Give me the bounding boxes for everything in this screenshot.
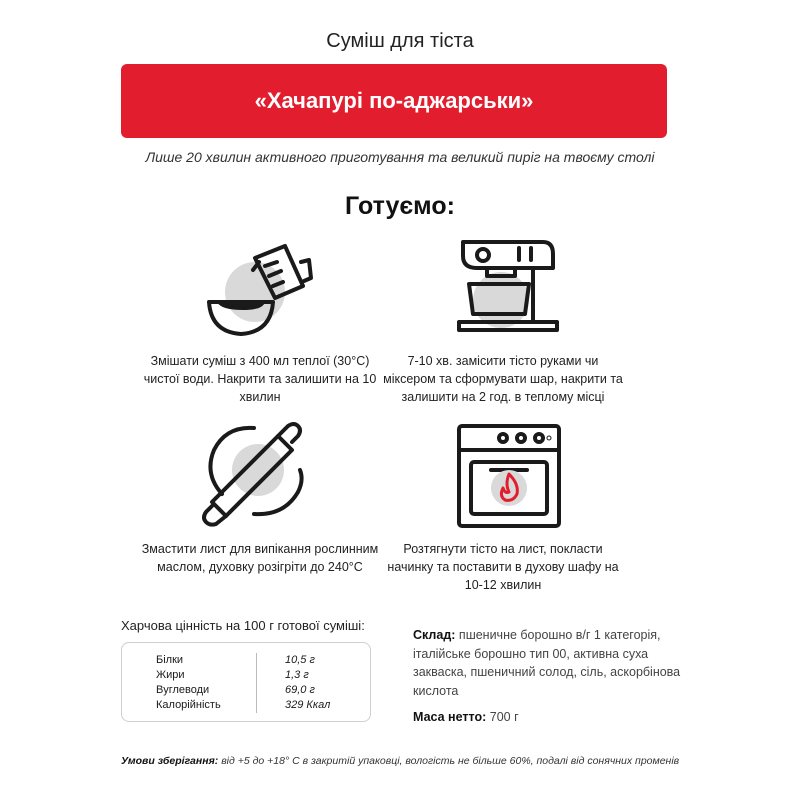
nutrition-name: Калорійність bbox=[156, 699, 221, 711]
product-subtitle: Суміш для тіста bbox=[326, 30, 474, 52]
step-4-text: Розтягнути тісто на лист, покласти начинку та поставити в духову шафу на 10-12 хвилин bbox=[387, 542, 619, 592]
nutrition-table bbox=[121, 642, 371, 722]
nutrition-value: 329 Ккал bbox=[256, 698, 346, 713]
oven-icon bbox=[455, 422, 565, 532]
measuring-jug-bowl-icon bbox=[203, 236, 313, 346]
storage-label: Умови зберігання: bbox=[121, 755, 219, 767]
nutrition-value: 1,3 г bbox=[256, 668, 346, 683]
nutrition-title: Харчова цінність на 100 г готової суміші: bbox=[121, 618, 365, 633]
cooking-heading: Готуємо: bbox=[345, 192, 455, 220]
composition-text: пшеничне борошно в/г 1 категорія, італійське борошно тип 00, активна суха закваска, пшеничний солод, сіль, аскорбінова кислота bbox=[413, 628, 681, 698]
nutrition-value: 69,0 г bbox=[256, 683, 346, 698]
storage-conditions bbox=[121, 755, 721, 767]
step-3-text: Змастити лист для випікання рослинним маслом, духовку розігріти до 240°C bbox=[141, 542, 379, 574]
nutrition-value: 10,5 г bbox=[256, 653, 346, 668]
step-2-text: 7-10 хв. замісити тісто руками чи міксером та сформувати шар, накрити та залишити на 2 год. в теплому місці bbox=[383, 354, 623, 404]
nutrition-row bbox=[122, 683, 370, 698]
nutrition-row bbox=[122, 653, 370, 668]
storage-text: від +5 до +18° С в закритій упаковці, вологість не більше 60%, подалі від сонячних променів bbox=[221, 755, 680, 767]
nutrition-row bbox=[122, 668, 370, 683]
nutrition-row bbox=[122, 698, 370, 713]
step-1-text: Змішати суміш з 400 мл теплої (30°C) чистої води. Накрити та залишити на 10 хвилин bbox=[143, 354, 377, 404]
tagline: Лише 20 хвилин активного приготування та великий пиріг на твоєму столі bbox=[145, 149, 655, 165]
nutrition-name: Вуглеводи bbox=[156, 684, 210, 696]
net-weight-label: Маса нетто: bbox=[413, 710, 487, 724]
nutrition-name: Білки bbox=[156, 654, 184, 666]
composition-label: Склад: bbox=[413, 628, 456, 642]
product-banner bbox=[121, 64, 667, 138]
product-name: «Хачапурі по-аджарськи» bbox=[254, 88, 534, 113]
net-weight bbox=[413, 710, 519, 724]
stand-mixer-icon bbox=[453, 234, 563, 344]
nutrition-name: Жири bbox=[156, 669, 185, 681]
rolling-pin-icon bbox=[200, 418, 310, 528]
composition bbox=[413, 626, 683, 700]
net-weight-value: 700 г bbox=[489, 710, 519, 724]
